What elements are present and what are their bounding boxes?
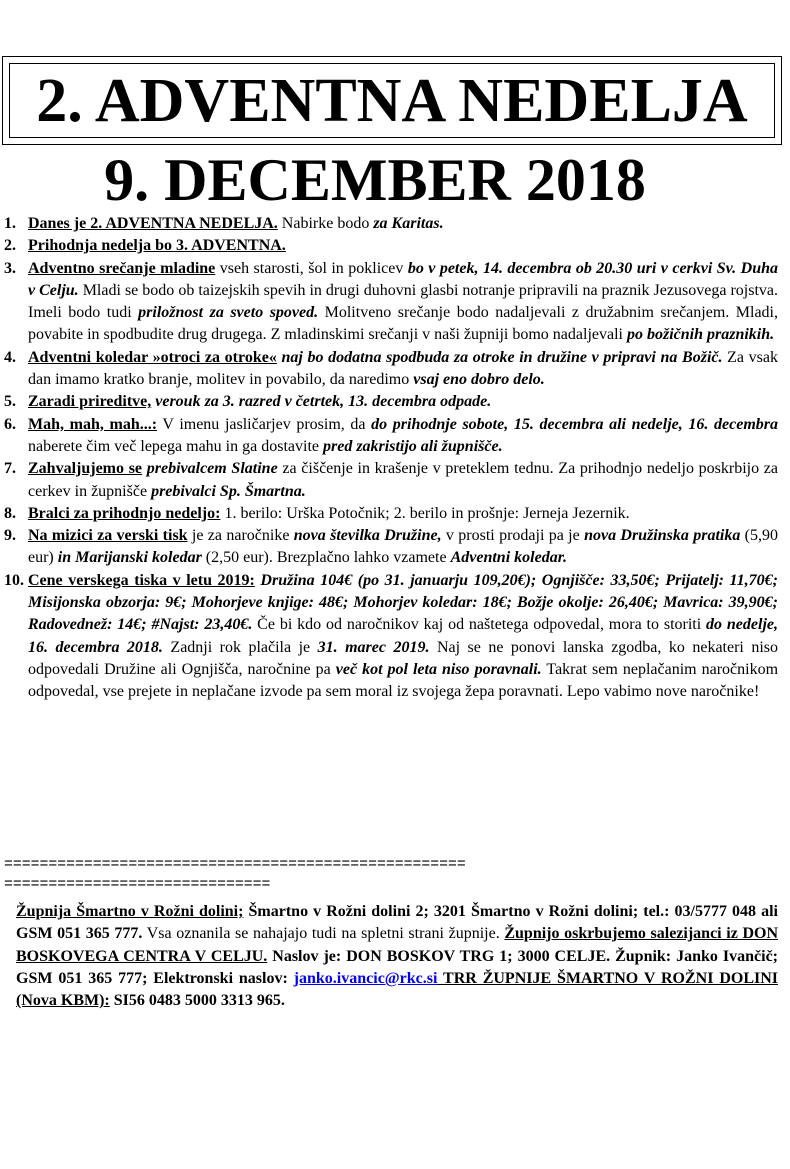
- footer-contact: [16, 901, 778, 1012]
- text-run: Mladi se bodo ob taizejskih spevih in drugi duhovni glasbi notranje pripravili na praznik Jezusovega rojstva. Imeli bodo tudi: [28, 281, 778, 322]
- parish-address: Šmartno v Rožni dolini 2; 3201 Šmartno v Rožni dolini; tel.: 03/5777 048 ali GSM 051 365 777.: [16, 903, 778, 943]
- text-run: Mah, mah, mah...:: [28, 415, 158, 433]
- text-run: Takrat sem neplačanim naročnikom odpovedal, vse prejete in neplačane izvode pa sem moral iz svojega žepa poravnati. Lepo vabimo nove naročnike!: [28, 660, 779, 701]
- list-item-number: 8.: [4, 504, 16, 522]
- text-run: Cene verskega tiska v letu 2019:: [28, 571, 255, 589]
- text-run: bo v petek, 14. decembra ob 20.30 uri v cerkvi Sv. Duha v Celju.: [28, 259, 778, 299]
- list-item: [4, 458, 778, 503]
- text-run: v prosti prodaji pa je: [441, 527, 585, 545]
- list-item: [4, 235, 778, 257]
- list-item-number: 7.: [4, 460, 16, 478]
- list-item-text: [28, 458, 778, 503]
- text-run: prebivalcem Slatine: [142, 460, 278, 478]
- text-run: do nedelje, 16. decembra 2018.: [28, 616, 778, 656]
- text-run: naj bo dodatna spodbuda za otroke in družine v pripravi na Božič.: [276, 348, 723, 366]
- text-run: Adventno srečanje mladine: [28, 259, 216, 277]
- text-run: Naj se ne ponovi lanska zgodba, ko nekateri niso odpovedali Družine ali Ognjišča, naročnine pa: [28, 638, 779, 678]
- text-run: verouk za 3. razred v četrtek, 13. decembra odpade.: [151, 393, 492, 411]
- list-item-text: [28, 258, 778, 347]
- list-item-number: 10.: [4, 571, 24, 589]
- parish-name: Župnija Šmartno v Rožni dolini;: [16, 903, 244, 920]
- list-item-text: [28, 213, 778, 235]
- text-run: vseh starosti, šol in poklicev: [215, 259, 408, 277]
- text-run: prebivalci Sp. Šmartna.: [151, 482, 306, 500]
- list-item-number: 9.: [4, 527, 16, 545]
- list-item: [4, 503, 778, 525]
- title-box-inner: [9, 63, 775, 138]
- text-run: je za naročnike: [187, 527, 294, 545]
- separator-line-2: ==============================: [4, 877, 271, 893]
- list-item-text: [28, 391, 778, 413]
- text-run: pred zakristijo ali župnišče.: [322, 437, 503, 455]
- list-item-text: [28, 414, 778, 459]
- salesians-note: Župnijo oskrbujemo salezijanci iz DON BOSKOVEGA CENTRA V CELJU.: [16, 925, 779, 965]
- text-run: Nabirke bodo: [277, 215, 374, 232]
- list-item-text: [28, 235, 778, 257]
- text-run: do prihodnje sobote, 15. decembra ali nedelje, 16. decembra: [371, 415, 778, 433]
- text-run: Na mizici za verski tisk: [28, 527, 188, 545]
- text-run: naberete čim več lepega mahu in ga dostavite: [28, 437, 323, 455]
- list-item-text: [28, 570, 778, 704]
- separator: [4, 855, 784, 895]
- text-run: 31. marec 2019.: [317, 638, 430, 656]
- text-run: Adventni koledar.: [450, 549, 568, 567]
- list-item-number: 3.: [4, 259, 16, 277]
- text-run: Za vsak dan imamo kratko branje, molitev in povabilo, da naredimo: [28, 348, 779, 389]
- text-run: Če bi kdo od naročnikov kaj od naštetega odpovedal, mora to storiti: [252, 616, 707, 634]
- text-run: Adventni koledar »otroci za otroke«: [28, 348, 277, 366]
- list-item: [4, 391, 778, 413]
- text-run: in Marijanski koledar: [57, 549, 202, 567]
- text-run: za Karitas.: [373, 215, 444, 232]
- list-item-text: [28, 503, 778, 525]
- text-run: (5,90 eur): [28, 527, 779, 567]
- trr-label: TRR ŽUPNIJE ŠMARTNO V ROŽNI DOLINI (Nova KBM):: [16, 969, 778, 1010]
- text-run: (2,50 eur). Brezplačno lahko vzamete: [201, 549, 451, 567]
- list-item-text: [28, 525, 778, 570]
- text-run: Družina 104€ (po 31. januarju 109,20€); Ognjišče: 33,50€; Prijatelj: 11,70€; Misijonska obzorja: 9€; Mohorjeve knjige: 48€; Mohorjev koledar: 18€; Božje okolje: 26,40€; Mavrica: 39,90€; Radovednež: 14€; #Najst: 23,40€.: [28, 571, 779, 634]
- list-item: [4, 258, 778, 347]
- text-run: po božičnih praznikih.: [626, 326, 775, 344]
- text-run: vsaj eno dobro delo.: [413, 371, 545, 389]
- text-run: priložnost za sveto spoved.: [138, 304, 319, 322]
- text-run: V imenu jasličarjev prosim, da: [157, 415, 372, 433]
- page-date: 9. DECEMBER 2018: [104, 147, 646, 213]
- text-run: Bralci za prihodnjo nedeljo:: [28, 504, 221, 522]
- list-item-number: 6.: [4, 415, 16, 433]
- list-item: [4, 525, 778, 570]
- list-item-number: 4.: [4, 348, 16, 366]
- text-run: Danes je 2. ADVENTNA NEDELJA.: [28, 215, 278, 232]
- separator-line-1: ====================================================: [4, 857, 466, 873]
- text-run: Prihodnja nedelja bo 3. ADVENTNA.: [28, 237, 286, 255]
- list-item-text: [28, 347, 778, 392]
- announcement-list: [4, 213, 778, 704]
- text-run: Molitveno srečanje bodo nadaljevali z družabnim srečanjem. Mladi, povabite in spodbudite drug drugega. Z mladinskimi srečanji v naši župniji bomo nadaljevali: [28, 304, 778, 344]
- list-item-number: 2.: [4, 237, 16, 255]
- text-run: 1. berilo: Urška Potočnik; 2. berilo in prošnje: Jerneja Jezernik.: [220, 504, 630, 522]
- list-item-number: 5.: [4, 393, 16, 411]
- text-run: nova številka Družine,: [293, 527, 442, 545]
- list-item: [4, 347, 778, 392]
- text-run: Zaradi prireditve,: [28, 393, 152, 411]
- text-run: več kot pol leta niso poravnali.: [335, 660, 542, 678]
- trr-value: SI56 0483 5000 3313 965.: [109, 992, 285, 1010]
- web-note: Vsa oznanila se nahajajo tudi na spletni strani župnije.: [142, 925, 505, 943]
- page-title: 2. ADVENTNA NEDELJA: [36, 66, 748, 135]
- list-item: [4, 213, 778, 235]
- list-item: [4, 570, 778, 704]
- title-box: [2, 56, 782, 145]
- text-run: Zadnji rok plačila je: [162, 638, 318, 656]
- list-item: [4, 414, 778, 459]
- text-run: za čiščenje in krašenje v preteklem tednu. Za prihodnjo nedeljo poskrbijo za cerkev in župnišče: [28, 460, 779, 500]
- text-run: Zahvaljujemo se: [28, 460, 143, 478]
- list-item-number: 1.: [4, 215, 16, 232]
- email-link[interactable]: janko.ivancic@rkc.si: [293, 969, 438, 987]
- center-address: Naslov je: DON BOSKOV TRG 1; 3000 CELJE. Župnik: Janko Ivančič; GSM 051 365 777; Elektronski naslov:: [16, 947, 778, 987]
- text-run: nova Družinska pratika: [584, 527, 741, 545]
